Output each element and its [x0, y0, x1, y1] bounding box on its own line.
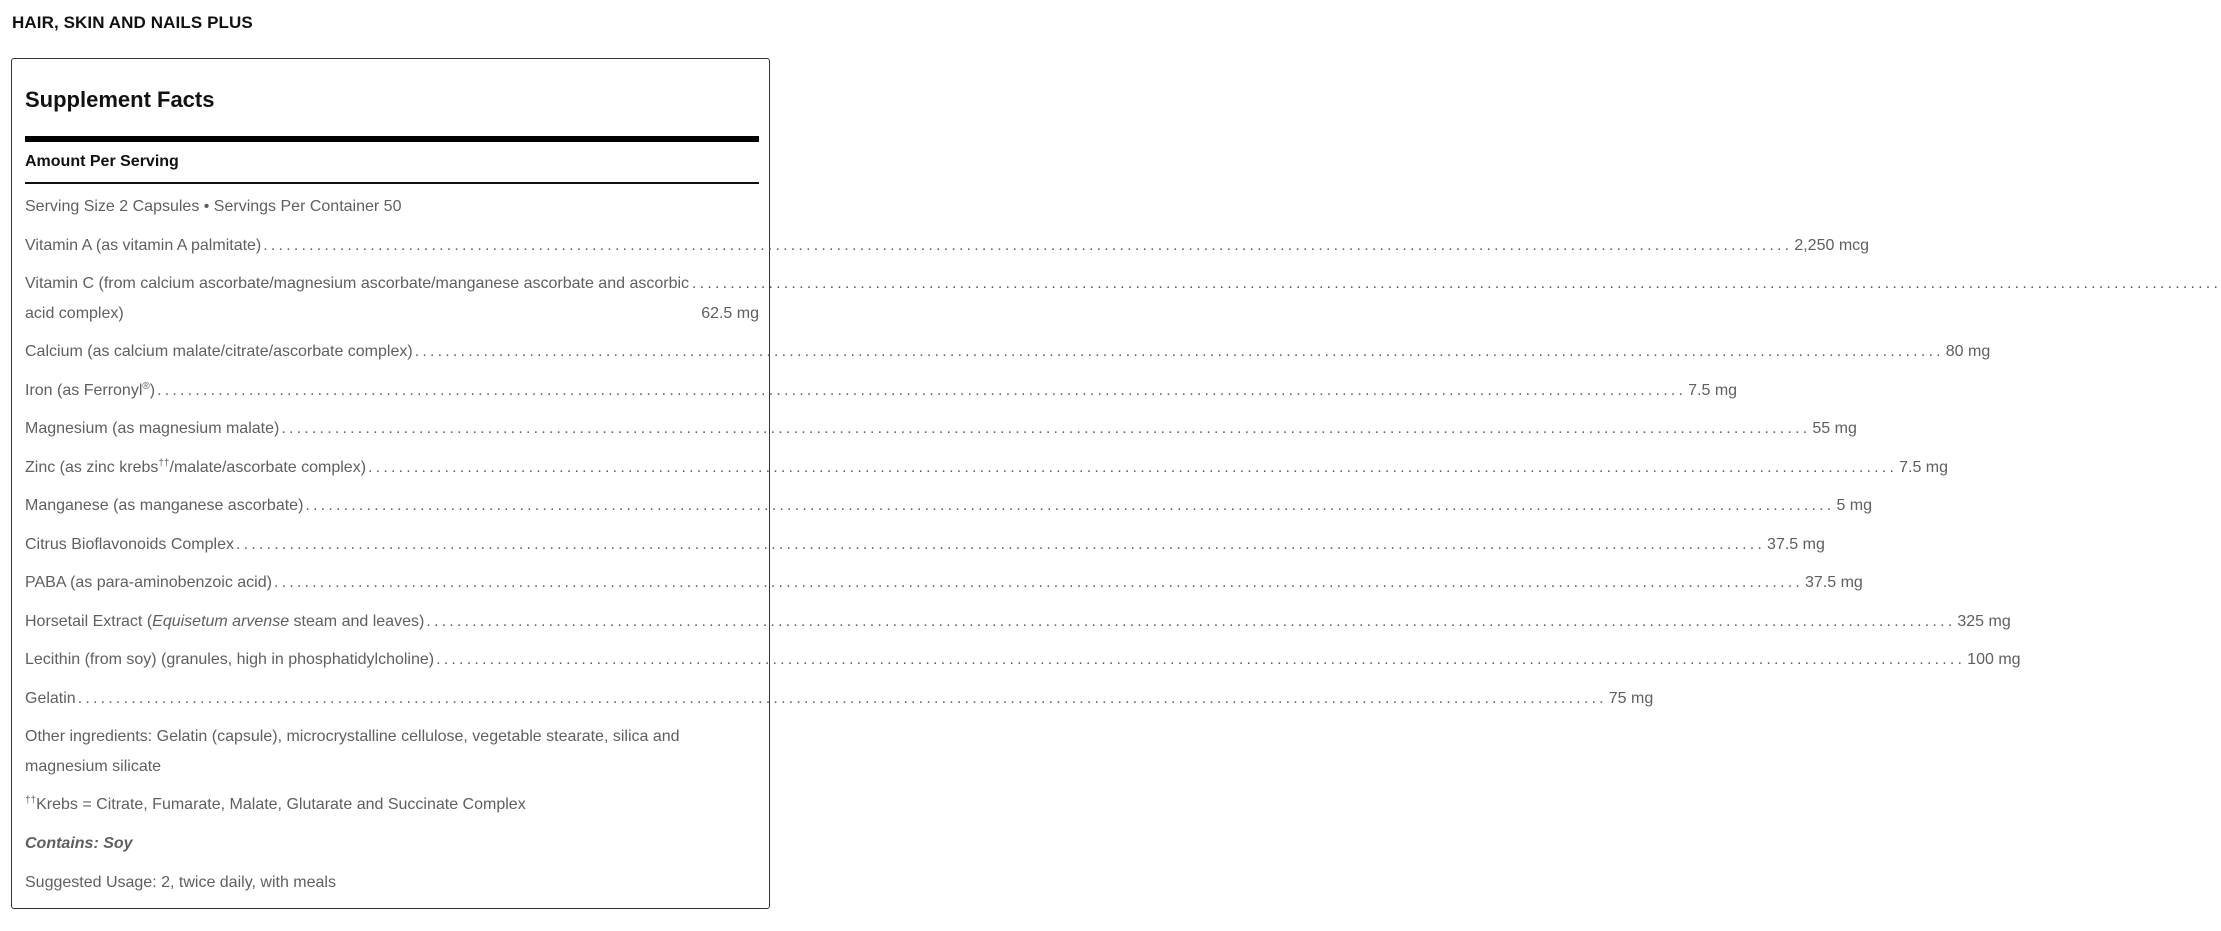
nutrient-amount: 7.5 mg	[1688, 382, 1738, 399]
leader-dots: ........................................................................................................................................................................................................	[368, 459, 1898, 476]
amount-per-serving-header: Amount Per Serving	[25, 153, 179, 170]
facts-title: Supplement Facts	[25, 87, 215, 112]
other-ingredients-line: magnesium silicate	[25, 758, 162, 775]
supplement-facts-panel	[11, 58, 2221, 909]
nutrient-amount: 100 mg	[1967, 651, 2021, 668]
nutrient-name: Vitamin A (as vitamin A palmitate)	[25, 237, 262, 254]
product-title: HAIR, SKIN AND NAILS PLUS	[12, 13, 253, 32]
nutrient-name: Citrus Bioflavonoids Complex	[25, 536, 234, 553]
nutrient-name: PABA (as para-aminobenzoic acid)	[25, 574, 272, 591]
serving-info: Serving Size 2 Capsules • Servings Per Container 50	[25, 198, 402, 215]
leader-dots: ........................................................................................................................................................................................................	[305, 497, 1835, 514]
nutrient-row-zinc	[25, 453, 1949, 483]
nutrient-row-lecithin	[25, 645, 2021, 675]
nutrient-amount: 80 mg	[1945, 343, 1991, 360]
nutrient-row-iron	[25, 376, 1738, 406]
registered-mark: ®	[142, 381, 150, 392]
nutrient-name: Horsetail Extract (Equisetum arvense steam and leaves)	[25, 613, 425, 630]
nutrient-name: Zinc (as zinc krebs††/malate/ascorbate complex)	[25, 458, 367, 476]
leader-dots: ........................................................................................................................................................................................................	[692, 275, 2221, 292]
nutrient-name: Calcium (as calcium malate/citrate/ascorbate complex)	[25, 343, 413, 360]
nutrient-name: Iron (as Ferronyl®)	[25, 381, 156, 399]
nutrient-row-paba	[25, 568, 1863, 598]
other-ingredients-line: Other ingredients: Gelatin (capsule), microcrystalline cellulose, vegetable stearate, silica and	[25, 728, 680, 745]
nutrient-name: Vitamin C (from calcium ascorbate/magnesium ascorbate/manganese ascorbate and ascorbic	[25, 275, 690, 292]
leader-dots: ........................................................................................................................................................................................................	[77, 690, 1607, 707]
nutrient-row-vitamin-c	[25, 269, 2221, 329]
nutrient-row-vitamin-a	[25, 231, 1870, 261]
footnote-mark: ††	[158, 458, 170, 469]
nutrient-amount: 7.5 mg	[1899, 459, 1949, 476]
leader-dots: ........................................................................................................................................................................................................	[235, 536, 1766, 553]
nutrient-amount: 75 mg	[1608, 690, 1654, 707]
leader-dots: ........................................................................................................................................................................................................	[414, 343, 1944, 360]
leader-dots: ........................................................................................................................................................................................................	[273, 574, 1803, 591]
nutrient-amount: 325 mg	[1957, 613, 2011, 630]
allergen-statement: Contains: Soy	[25, 835, 133, 852]
nutrient-amount: 62.5 mg	[701, 305, 759, 322]
latin-name: Equisetum arvense	[152, 613, 290, 630]
leader-dots: ........................................................................................................................................................................................................	[426, 613, 1956, 630]
nutrient-name: Magnesium (as magnesium malate)	[25, 420, 280, 437]
other-ingredients	[25, 722, 759, 782]
nutrient-amount: 55 mg	[1812, 420, 1857, 437]
nutrient-name: Gelatin	[25, 690, 76, 707]
nutrient-row-horsetail-extract	[25, 607, 2011, 637]
leader-dots: ........................................................................................................................................................................................................	[436, 651, 1966, 668]
nutrient-amount: 5 mg	[1836, 497, 1873, 514]
nutrient-amount: 2,250 mcg	[1794, 237, 1870, 254]
footnote-mark: ††	[25, 795, 37, 806]
nutrient-amount: 37.5 mg	[1767, 536, 1825, 553]
leader-dots: ........................................................................................................................................................................................................	[263, 237, 1793, 254]
nutrient-name: Lecithin (from soy) (granules, high in phosphatidylcholine)	[25, 651, 435, 668]
leader-dots: ........................................................................................................................................................................................................	[281, 420, 1811, 437]
thick-divider	[25, 136, 759, 142]
leader-dots: ........................................................................................................................................................................................................	[157, 382, 1687, 399]
thin-divider	[25, 182, 759, 184]
nutrient-row-gelatin	[25, 684, 1654, 714]
nutrient-row-calcium	[25, 337, 1991, 367]
nutrient-row-magnesium	[25, 414, 1857, 444]
suggested-usage: Suggested Usage: 2, twice daily, with meals	[25, 874, 336, 891]
nutrient-name-continued: acid complex)	[25, 305, 124, 322]
nutrient-row-manganese	[25, 491, 1873, 521]
nutrient-amount: 37.5 mg	[1805, 574, 1863, 591]
nutrient-name: Manganese (as manganese ascorbate)	[25, 497, 304, 514]
nutrient-row-citrus-bioflavonoids	[25, 530, 1825, 560]
krebs-footnote: ††Krebs = Citrate, Fumarate, Malate, Glutarate and Succinate Complex	[25, 795, 526, 813]
